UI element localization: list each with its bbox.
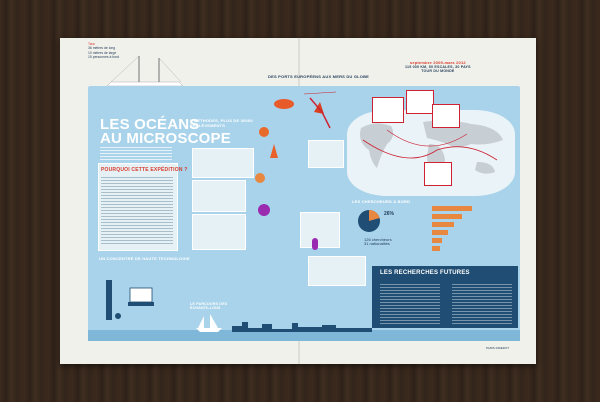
depth-label: DES PORTS EUROPÉENS AUX MERS DU GLOBE [268, 74, 370, 79]
pie-chart-icon [356, 208, 382, 234]
lab-equipment-icon [100, 270, 190, 328]
future-text-left [380, 284, 440, 324]
info-box-a [308, 140, 344, 168]
info-box-c [308, 256, 366, 286]
method-box-2 [192, 180, 246, 212]
city-skyline [232, 320, 372, 332]
info-box-b [300, 212, 340, 248]
stats-list: 126 chercheurs 31 nationalités [364, 237, 392, 247]
why-heading: POURQUOI CETTE EXPÉDITION ? [101, 167, 188, 173]
map-callout-4 [424, 162, 452, 186]
boat-caption: Tara 36 mètres de long 10 mètres de large 15 personnes à bord [88, 42, 120, 59]
method-box-1 [192, 148, 254, 178]
methods-heading: 3 MÉTHODES, PLUS DE 30000 PRÉLÈVEMENTS [190, 118, 253, 128]
stats-heading: LES CHERCHEURS À BORD [352, 199, 411, 204]
sailboat-small-icon [194, 314, 224, 332]
map-callout-2 [406, 90, 434, 114]
route-header: septembre 2009-mars 2012 115 000 KM, 50 ESCALES, 30 PAYS TOUR DU MONDE [405, 60, 471, 73]
intro-text [100, 147, 172, 161]
future-text-right [452, 284, 512, 324]
route-heading: LE PARCOURS DES ÉCHANTILLONS [190, 302, 228, 310]
method-box-3 [192, 214, 246, 250]
map-callout-3 [432, 104, 460, 128]
stats-percent: 26% [384, 211, 395, 217]
why-text [101, 177, 173, 245]
main-title: LES OCÉANS AU MICROSCOPE [100, 116, 231, 147]
future-heading: LES RECHERCHES FUTURES [380, 270, 470, 276]
tech-heading: UN CONCENTRÉ DE HAUTE TECHNOLOGIE [99, 256, 190, 261]
jellyfish-icon [312, 238, 318, 250]
map-callout-1 [372, 97, 404, 123]
copepod-icon [300, 88, 340, 134]
footer-credit: PARIS DIDEROT [486, 346, 510, 350]
